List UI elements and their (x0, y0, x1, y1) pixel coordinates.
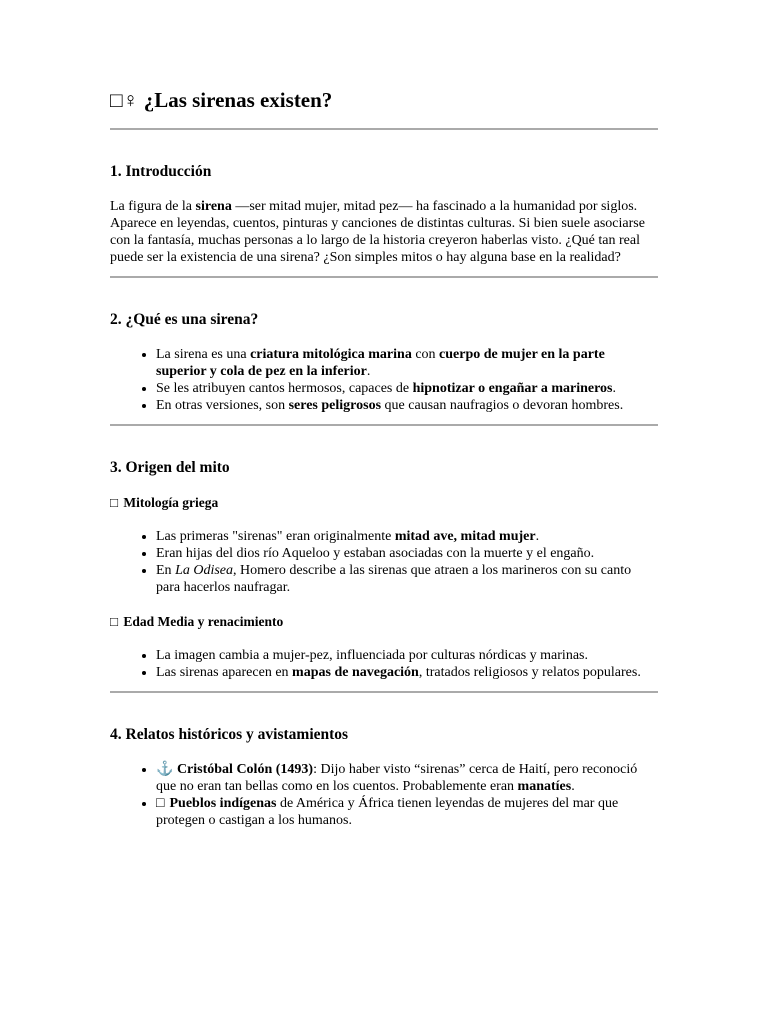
castle-icon: □ (110, 614, 119, 629)
text-run: La sirena es una (156, 347, 251, 362)
list-item (156, 380, 658, 397)
list-item (156, 795, 658, 829)
text-run: Las primeras "sirenas" eran originalmente (156, 529, 395, 544)
globe-icon: □ (156, 796, 165, 811)
list-item (156, 346, 658, 380)
bold-text: cuerpo de mujer en la parte superior y cola de pez en la inferior (156, 347, 605, 379)
text-run: Se les atribuyen cantos hermosos, capaces de (156, 381, 413, 396)
intro-paragraph (110, 198, 658, 266)
text-run: , Homero describe a las sirenas que atraen a los marineros con su canto para hacerlos naufragar. (156, 563, 632, 595)
section-heading-introduccion: 1. Introducción (110, 163, 212, 180)
greek-column-icon: □ (110, 495, 119, 510)
bullet-list (110, 346, 658, 414)
list-item (156, 647, 658, 664)
bold-text: manatíes (517, 779, 572, 794)
text-run: : Dijo haber visto “sirenas” cerca de Haití, pero reconoció que no eran tan bellas como en los cuentos. Probablemente eran (156, 762, 638, 794)
list-item (156, 397, 658, 414)
text-run: En otras versiones, son (156, 398, 289, 413)
text-run: , tratados religiosos y relatos populares. (418, 665, 641, 680)
divider (110, 424, 658, 426)
text-run: . (612, 381, 616, 396)
text-run: Eran hijas del dios río Aqueloo y estaban asociadas con la muerte y el engaño. (156, 546, 595, 561)
subheading-mitologia-griega (110, 494, 658, 512)
bold-text: sirena (195, 199, 232, 214)
list-item (156, 528, 658, 545)
list-item (156, 562, 658, 596)
italic-text: La Odisea (175, 563, 234, 578)
subheading-text: Edad Media y renacimiento (123, 614, 284, 629)
divider (110, 276, 658, 278)
text-run: —ser mitad mujer, mitad pez— ha fascinado a la humanidad por siglos. Aparece en leyendas, cuentos, pinturas y canciones de distintas culturas. Si bien suele asociarse con la fantasía, muchas personas a lo largo de la historia creyeron haberlas visto. ¿Qué tan real puede ser la existencia de una sirena? ¿Son simples mitos o hay alguna base en la realidad? (110, 199, 645, 265)
document-content (110, 86, 658, 829)
text-run: La imagen cambia a mujer-pez, influenciada por culturas nórdicas y marinas. (156, 648, 588, 663)
text-run: . (571, 779, 575, 794)
bold-text: Pueblos indígenas (169, 796, 277, 811)
bold-text: mapas de navegación (292, 665, 419, 680)
divider (110, 691, 658, 693)
bold-text: criatura mitológica marina (250, 347, 412, 362)
mermaid-icon: □♀ (110, 88, 139, 112)
section-heading-origen: 3. Origen del mito (110, 459, 230, 476)
list-item (156, 545, 658, 562)
subheading-edad-media (110, 613, 658, 631)
bold-text: mitad ave, mitad mujer (394, 529, 536, 544)
text-run: con (411, 347, 440, 362)
subheading-text: Mitología griega (123, 495, 219, 510)
text-run: de América y África tienen leyendas de mujeres del mar que protegen o castigan a los humanos. (156, 796, 619, 828)
section-heading-que-es: 2. ¿Qué es una sirena? (110, 311, 259, 328)
text-run: que causan naufragios o devoran hombres. (381, 398, 624, 413)
bold-text: Cristóbal Colón (1493) (176, 762, 314, 777)
text-run: . (366, 364, 371, 379)
list-item (156, 664, 658, 681)
text-run: . (535, 529, 540, 544)
divider (110, 128, 658, 130)
page-title (110, 86, 658, 114)
bullet-list (110, 761, 658, 829)
bullet-list (110, 528, 658, 596)
text-run: La figura de la (110, 199, 196, 214)
text-run: En (156, 563, 176, 578)
section-heading-relatos: 4. Relatos históricos y avistamientos (110, 726, 349, 743)
bullet-list (110, 647, 658, 681)
page-title-text: ¿Las sirenas existen? (143, 88, 333, 112)
anchor-icon: ⚓ (156, 762, 174, 777)
list-item (156, 761, 658, 795)
bold-text: hipnotizar o engañar a marineros (412, 381, 613, 396)
text-run: Las sirenas aparecen en (156, 665, 293, 680)
bold-text: seres peligrosos (288, 398, 382, 413)
